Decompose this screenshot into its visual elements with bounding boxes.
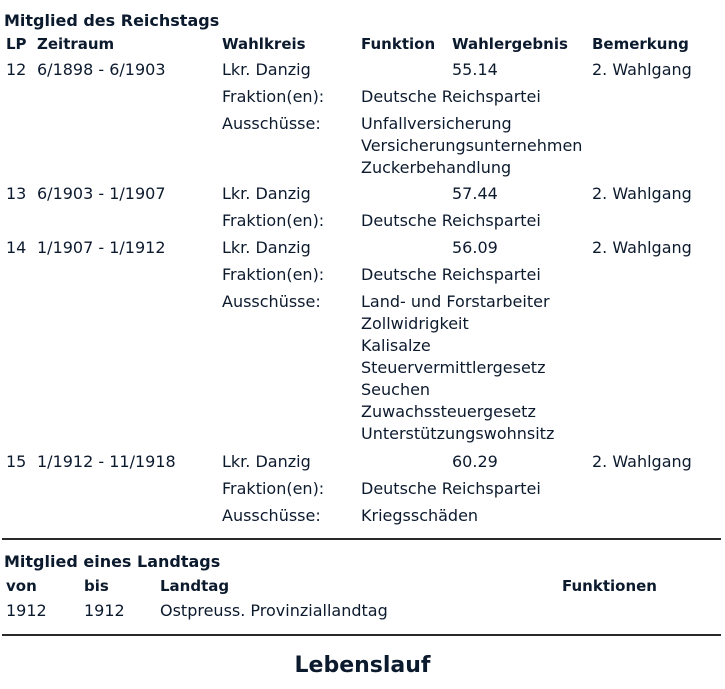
row-wahlkreis: Lkr. Danzig	[222, 238, 311, 257]
ausschuesse-label: Ausschüsse:	[222, 114, 321, 133]
landtag-von: 1912	[6, 601, 47, 620]
row-wahlergebnis: 60.29	[452, 452, 498, 471]
row-wahlergebnis: 57.44	[452, 184, 498, 203]
row-lp: 14	[6, 238, 27, 257]
row-bemerkung: 2. Wahlgang	[592, 452, 692, 471]
row-wahlergebnis: 56.09	[452, 238, 498, 257]
header-lp: LP	[6, 35, 27, 53]
fraktion-value: Deutsche Reichspartei	[361, 479, 541, 498]
ausschuss-item: Steuervermittlergesetz	[361, 358, 546, 377]
row-zeitraum: 1/1907 - 1/1912	[37, 238, 166, 257]
header-zeitraum: Zeitraum	[37, 35, 115, 53]
fraktion-label: Fraktion(en):	[222, 87, 325, 106]
header-bemerkung: Bemerkung	[592, 35, 689, 53]
header-funktion: Funktion	[361, 35, 436, 53]
fraktion-value: Deutsche Reichspartei	[361, 87, 541, 106]
lebenslauf-heading: Lebenslauf	[294, 653, 431, 678]
header-bis: bis	[84, 577, 109, 595]
row-wahlkreis: Lkr. Danzig	[222, 60, 311, 79]
fraktion-label: Fraktion(en):	[222, 211, 325, 230]
landtag-bis: 1912	[84, 601, 125, 620]
row-lp: 12	[6, 60, 27, 79]
ausschuss-item: Seuchen	[361, 380, 431, 399]
ausschuesse-label: Ausschüsse:	[222, 292, 321, 311]
section-divider	[2, 634, 721, 636]
row-wahlkreis: Lkr. Danzig	[222, 452, 311, 471]
ausschuss-item: Land- und Forstarbeiter	[361, 292, 550, 311]
row-bemerkung: 2. Wahlgang	[592, 60, 692, 79]
ausschuss-item: Kriegsschäden	[361, 506, 479, 525]
row-zeitraum: 1/1912 - 11/1918	[37, 452, 176, 471]
ausschuesse-label: Ausschüsse:	[222, 506, 321, 525]
ausschuss-item: Zuwachssteuergesetz	[361, 402, 536, 421]
ausschuss-item: Zuckerbehandlung	[361, 158, 512, 177]
fraktion-label: Fraktion(en):	[222, 479, 325, 498]
landtag-section-title: Mitglied eines Landtags	[4, 552, 221, 571]
fraktion-value: Deutsche Reichspartei	[361, 265, 541, 284]
reichstag-section-title: Mitglied des Reichstags	[4, 11, 220, 30]
header-funktionen: Funktionen	[562, 577, 657, 595]
fraktion-label: Fraktion(en):	[222, 265, 325, 284]
header-landtag: Landtag	[160, 577, 230, 595]
ausschuss-item: Unterstützungswohnsitz	[361, 424, 555, 443]
ausschuss-item: Zollwidrigkeit	[361, 314, 469, 333]
row-bemerkung: 2. Wahlgang	[592, 184, 692, 203]
landtag-name: Ostpreuss. Provinziallandtag	[160, 601, 388, 620]
row-wahlergebnis: 55.14	[452, 60, 498, 79]
row-bemerkung: 2. Wahlgang	[592, 238, 692, 257]
row-wahlkreis: Lkr. Danzig	[222, 184, 311, 203]
header-wahlkreis: Wahlkreis	[222, 35, 306, 53]
row-zeitraum: 6/1903 - 1/1907	[37, 184, 166, 203]
fraktion-value: Deutsche Reichspartei	[361, 211, 541, 230]
row-lp: 15	[6, 452, 27, 471]
row-lp: 13	[6, 184, 27, 203]
ausschuss-item: Kalisalze	[361, 336, 431, 355]
header-von: von	[6, 577, 37, 595]
ausschuss-item: Unfallversicherung	[361, 114, 512, 133]
ausschuss-item: Versicherungsunternehmen	[361, 136, 583, 155]
header-wahlergebnis: Wahlergebnis	[452, 35, 568, 53]
section-divider	[2, 538, 721, 540]
row-zeitraum: 6/1898 - 6/1903	[37, 60, 166, 79]
